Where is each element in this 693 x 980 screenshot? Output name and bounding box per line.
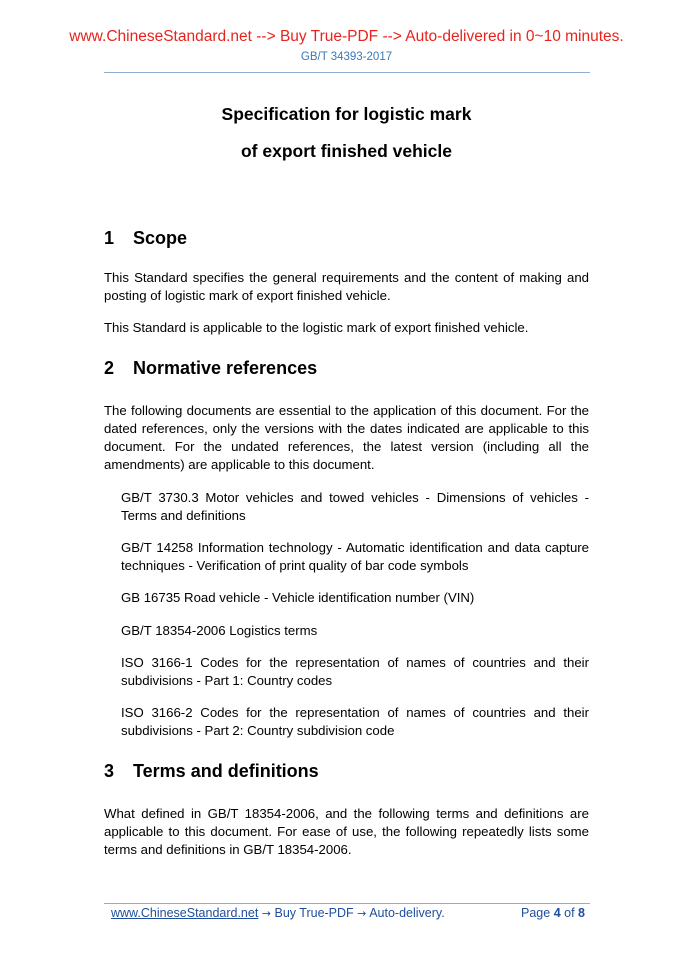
arrow-right-icon: →: [357, 907, 367, 920]
footer-rule: [104, 903, 590, 904]
scope-paragraph-2: This Standard is applicable to the logistic mark of export finished vehicle.: [104, 320, 529, 335]
section-3-number: 3: [104, 761, 115, 781]
footer-buy-text: Buy True-PDF: [274, 906, 354, 920]
footer-website-link[interactable]: www.ChineseStandard.net: [111, 906, 259, 920]
reference-item: ISO 3166-1 Codes for the representation of names of countries and their subdivisions - Part 1: Country codes: [121, 655, 589, 688]
terms-paragraph: What defined in GB/T 18354-2006, and the following terms and definitions are applicable to this document. For ease of use, the following repeatedly lists some terms and definitions in GB/T 18354-2006.: [104, 806, 589, 857]
section-1-title: Scope: [133, 228, 188, 248]
reference-item: GB 16735 Road vehicle - Vehicle identification number (VIN): [121, 590, 475, 605]
arrow-right-icon: →: [261, 907, 272, 920]
page-of: of: [564, 906, 575, 920]
page-current: 4: [553, 906, 561, 920]
normative-intro-paragraph: The following documents are essential to the application of this document. For the dated references, only the versions with the dates indicated are applicable to this document. For the undated references, the latest version (including all the amendments) are applicable to this document.: [104, 403, 589, 472]
section-3-heading: [104, 761, 319, 782]
footer: [111, 906, 585, 920]
reference-item: GB/T 3730.3 Motor vehicles and towed vehicles - Dimensions of vehicles - Terms and definitions: [121, 490, 589, 523]
reference-item: GB/T 14258 Information technology - Automatic identification and data capture techniques - Verification of print quality of bar code symbols: [121, 540, 589, 573]
header-rule: [104, 72, 590, 73]
standard-code: GB/T 34393-2017: [300, 51, 393, 63]
section-2-heading: [104, 358, 317, 379]
reference-item: ISO 3166-2 Codes for the representation of names of countries and their subdivisions - Part 2: Country subdivision code: [121, 705, 589, 738]
page-label: Page: [521, 906, 551, 920]
section-2-number: 2: [104, 358, 115, 378]
section-1-heading: [104, 228, 187, 249]
scope-paragraph-1: This Standard specifies the general requirements and the content of making and posting of logistic mark of export finished vehicle.: [104, 270, 589, 303]
document-title-line-1: Specification for logistic mark: [221, 104, 472, 124]
section-3-title: Terms and definitions: [133, 761, 319, 781]
document-title-line-2: of export finished vehicle: [240, 141, 453, 161]
section-2-title: Normative references: [133, 358, 318, 378]
header-banner: www.ChineseStandard.net --> Buy True-PDF --> Auto-delivered in 0~10 minutes.: [69, 28, 624, 45]
page-indicator: [521, 906, 585, 920]
reference-item: GB/T 18354-2006 Logistics terms: [121, 623, 318, 638]
section-1-number: 1: [104, 228, 115, 248]
footer-delivery-text: Auto-delivery.: [369, 906, 445, 920]
page-total: 8: [578, 906, 585, 920]
